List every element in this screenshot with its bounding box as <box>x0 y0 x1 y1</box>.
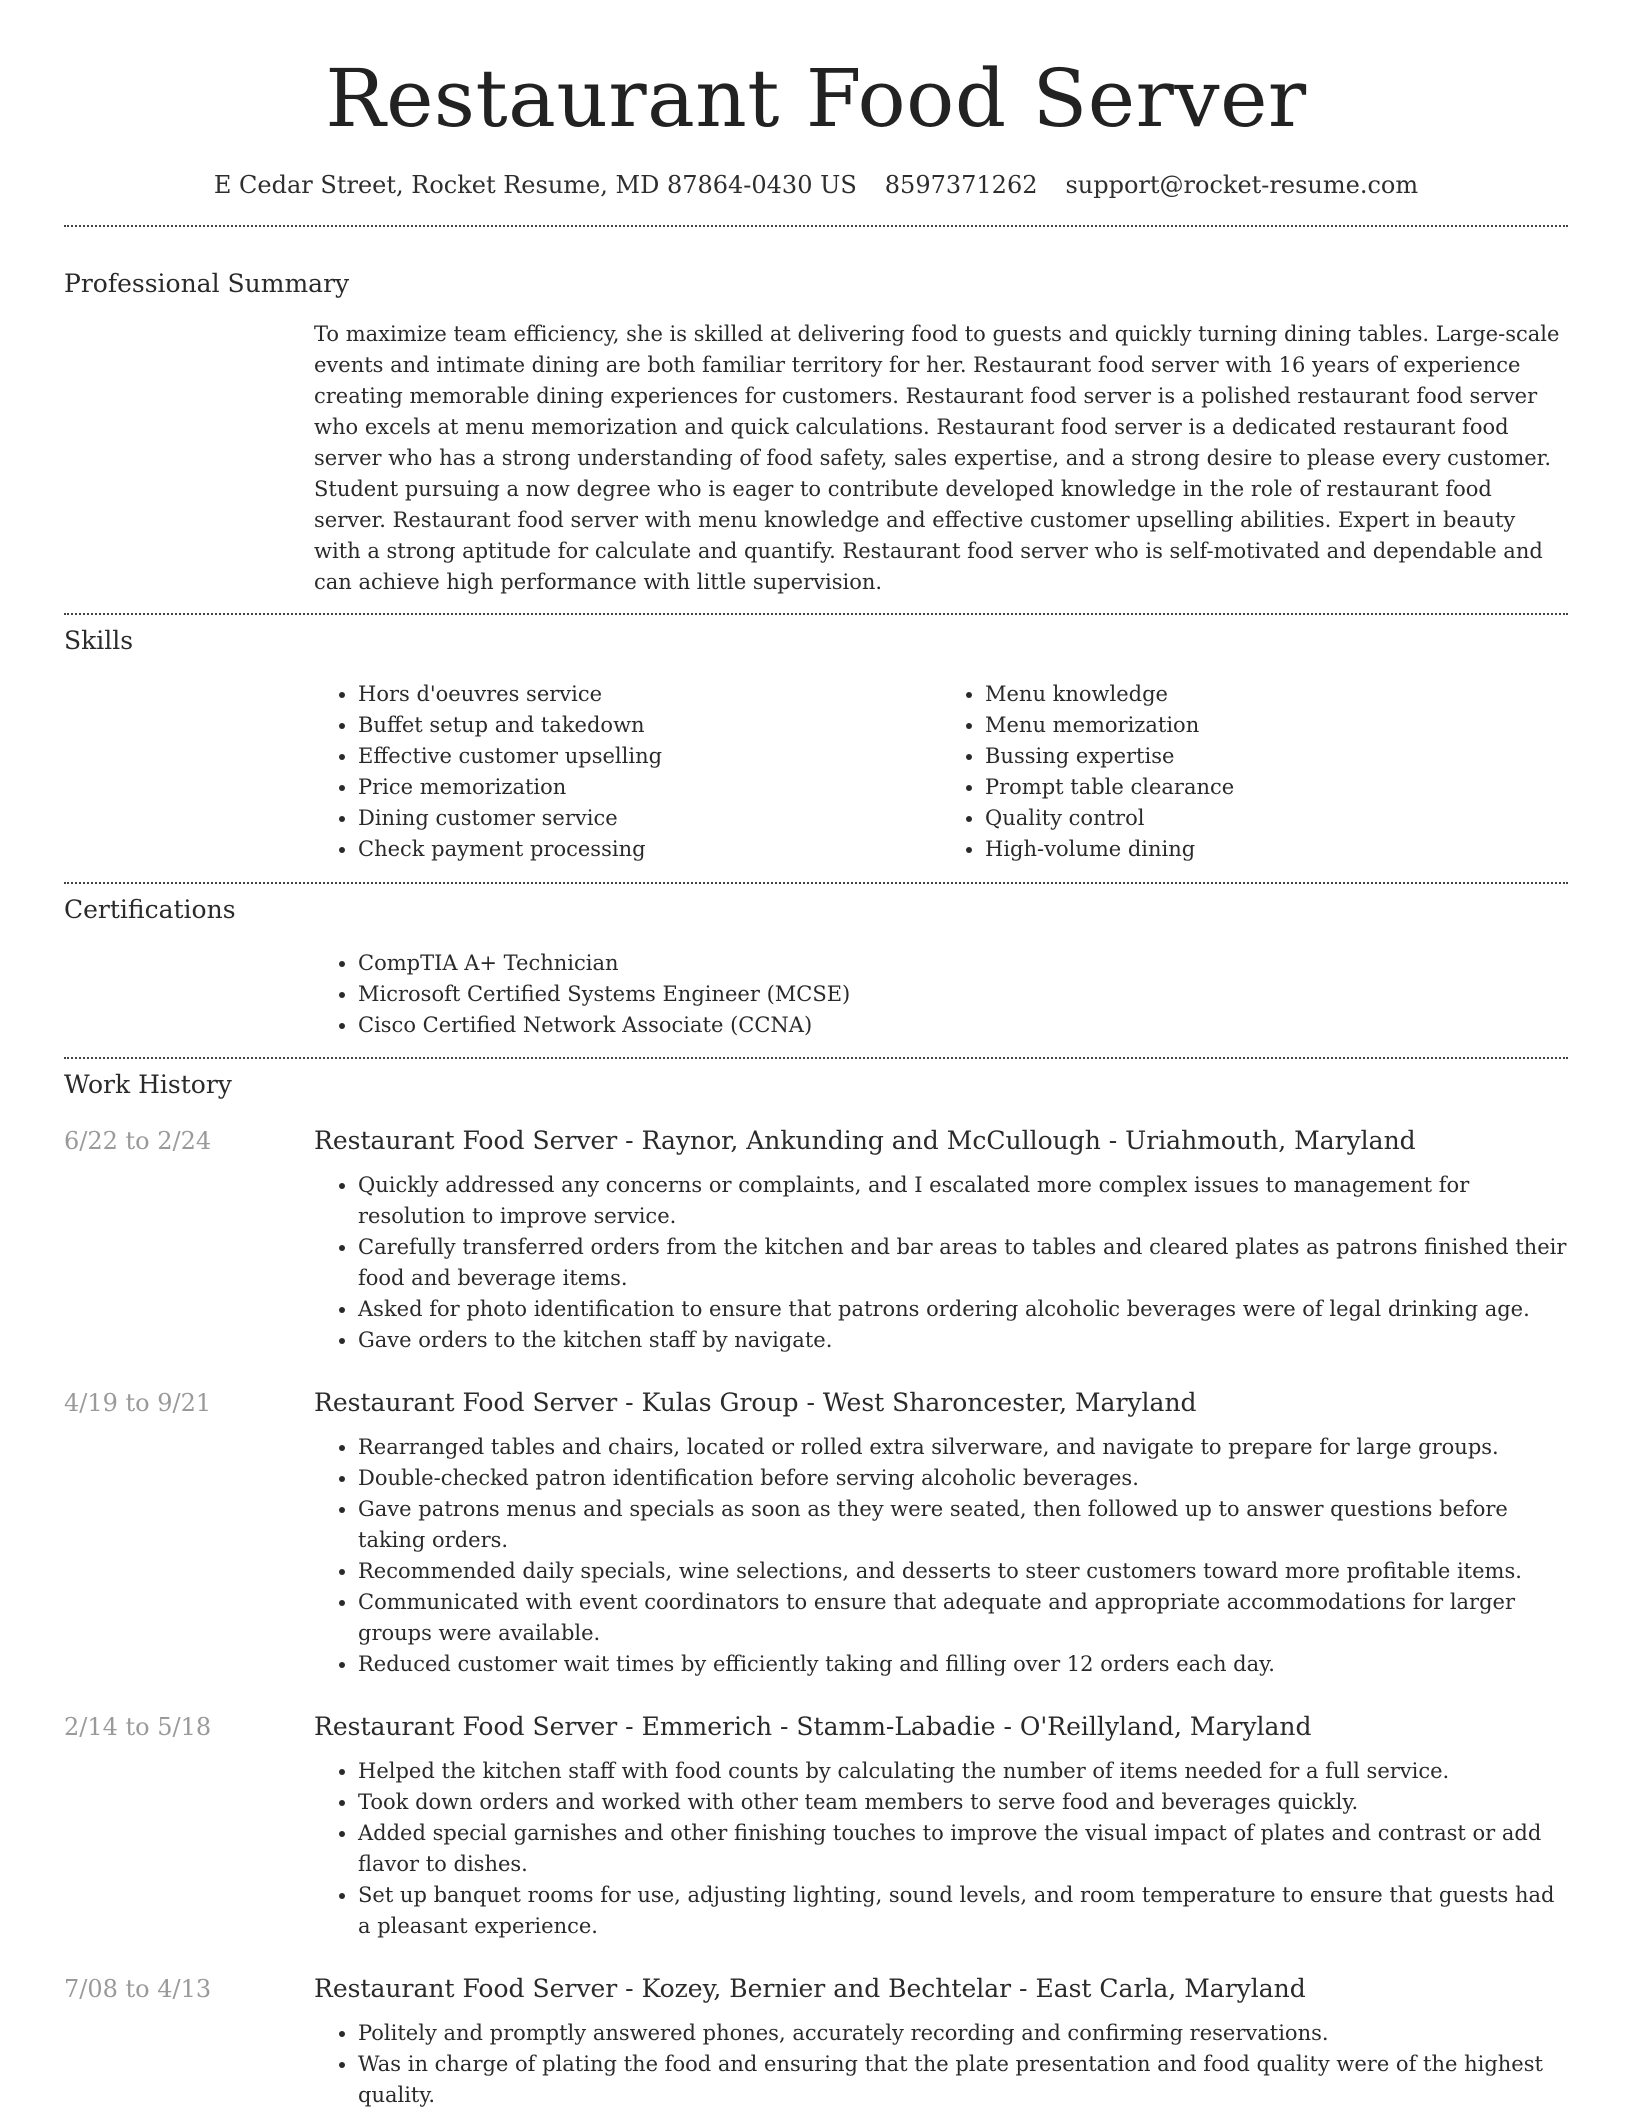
job-bullet: • Asked for photo identification to ensure that patrons ordering alcoholic beverages were of legal drinking age. <box>358 1294 1568 1325</box>
job-entry <box>64 1710 1568 1942</box>
job-details <box>314 1972 1568 2111</box>
job-details <box>314 1124 1568 1356</box>
certifications-body <box>314 948 1568 1041</box>
skill-item: • Buffet setup and takedown <box>358 710 941 741</box>
job-entry <box>64 1972 1568 2111</box>
skill-item: • Menu memorization <box>985 710 1568 741</box>
job-bullets <box>314 1756 1568 1942</box>
job-bullets <box>314 1432 1568 1680</box>
job-heading: Restaurant Food Server - Raynor, Ankunding and McCullough - Uriahmouth, Maryland <box>314 1126 1416 1155</box>
job-date: 2/14 to 5/18 <box>64 1713 212 1741</box>
candidate-name: Restaurant Food Server <box>325 52 1307 145</box>
job-bullet: • Politely and promptly answered phones, accurately recording and confirming reservations. <box>358 2018 1568 2049</box>
contact-email: support@rocket-resume.com <box>1065 171 1419 199</box>
skills-list-left <box>314 679 941 865</box>
job-bullet: • Rearranged tables and chairs, located or rolled extra silverware, and navigate to prepare for large groups. <box>358 1432 1568 1463</box>
job-bullet: • Carefully transferred orders from the kitchen and bar areas to tables and cleared plates as patrons finished their food and beverage items. <box>358 1232 1568 1294</box>
job-bullet: • Double-checked patron identification before serving alcoholic beverages. <box>358 1463 1568 1494</box>
job-details <box>314 1710 1568 1942</box>
job-entry <box>64 1386 1568 1680</box>
job-bullet: • Helped the kitchen staff with food counts by calculating the number of items needed for a full service. <box>358 1756 1568 1787</box>
contact-line <box>64 168 1568 202</box>
job-heading: Restaurant Food Server - Kulas Group - West Sharoncester, Maryland <box>314 1388 1197 1417</box>
job-bullet: • Gave patrons menus and specials as soon as they were seated, then followed up to answer questions before taking orders. <box>358 1494 1568 1556</box>
skill-item: • Effective customer upselling <box>358 741 941 772</box>
certifications-list <box>314 948 1568 1041</box>
skill-item: • High-volume dining <box>985 834 1568 865</box>
skill-item: • Hors d'oeuvres service <box>358 679 941 710</box>
job-bullet: • Recommended daily specials, wine selections, and desserts to steer customers toward more profitable items. <box>358 1556 1568 1587</box>
job-bullet: • Reduced customer wait times by efficiently taking and filling over 12 orders each day. <box>358 1649 1568 1680</box>
job-bullet: • Communicated with event coordinators to ensure that adequate and appropriate accommodations for larger groups were available. <box>358 1587 1568 1649</box>
skill-item: • Price memorization <box>358 772 941 803</box>
job-details <box>314 1386 1568 1680</box>
job-entry <box>64 1124 1568 1356</box>
summary-section <box>64 227 1568 598</box>
job-date: 7/08 to 4/13 <box>64 1975 212 2003</box>
certification-item: • Cisco Certified Network Associate (CCNA) <box>358 1010 1568 1041</box>
skills-title: Skills <box>64 626 134 655</box>
skill-item: • Prompt table clearance <box>985 772 1568 803</box>
contact-address: E Cedar Street, Rocket Resume, MD 87864-0430 US <box>213 171 857 199</box>
job-bullets <box>314 1170 1568 1356</box>
job-bullet: • Added special garnishes and other finishing touches to improve the visual impact of plates and contrast or add flavor to dishes. <box>358 1818 1568 1880</box>
job-bullet: • Set up banquet rooms for use, adjusting lighting, sound levels, and room temperature to ensure that guests had a pleasant experience. <box>358 1880 1568 1942</box>
skills-columns <box>314 679 1568 865</box>
job-bullet: • Quickly addressed any concerns or complaints, and I escalated more complex issues to management for resolution to improve service. <box>358 1170 1568 1232</box>
summary-text: To maximize team efficiency, she is skilled at delivering food to guests and quickly turning dining tables. Large-scale events and intimate dining are both familiar territory for her. Restaurant food server with 16 years of experience creating memorable dining experiences for customers. Restaurant food server is a polished restaurant food server who excels at menu memorization and quick calculations. Restaurant food server is a dedicated restaurant food server who has a strong understanding of food safety, sales expertise, and a strong desire to please every customer. Student pursuing a now degree who is eager to contribute developed knowledge in the role of restaurant food server. Restaurant food server with menu knowledge and effective customer upselling abilities. Expert in beauty with a strong aptitude for calculate and quantify. Restaurant food server who is self-motivated and dependable and can achieve high performance with little supervision. <box>314 322 1560 594</box>
job-heading: Restaurant Food Server - Kozey, Bernier and Bechtelar - East Carla, Maryland <box>314 1974 1306 2003</box>
certification-item: • Microsoft Certified Systems Engineer (MCSE) <box>358 979 1568 1010</box>
skill-item: • Menu knowledge <box>985 679 1568 710</box>
skills-section <box>64 615 1568 865</box>
job-bullet: • Took down orders and worked with other team members to serve food and beverages quickly. <box>358 1787 1568 1818</box>
certification-item: • CompTIA A+ Technician <box>358 948 1568 979</box>
skill-item: • Quality control <box>985 803 1568 834</box>
contact-phone: 8597371262 <box>884 171 1038 199</box>
job-heading: Restaurant Food Server - Emmerich - Stamm-Labadie - O'Reillyland, Maryland <box>314 1712 1312 1741</box>
resume-page <box>64 0 1568 2111</box>
summary-body <box>314 319 1568 598</box>
skill-item: • Check payment processing <box>358 834 941 865</box>
job-date: 4/19 to 9/21 <box>64 1389 212 1417</box>
summary-title: Professional Summary <box>64 269 350 298</box>
job-bullet: • Gave orders to the kitchen staff by navigate. <box>358 1325 1568 1356</box>
job-date: 6/22 to 2/24 <box>64 1127 212 1155</box>
skill-item: • Dining customer service <box>358 803 941 834</box>
work-title: Work History <box>64 1070 232 1099</box>
skills-list-right <box>941 679 1568 865</box>
job-bullet: • Was in charge of plating the food and ensuring that the plate presentation and food quality were of the highest quality. <box>358 2049 1568 2111</box>
work-section <box>64 1059 1568 2111</box>
skill-item: • Bussing expertise <box>985 741 1568 772</box>
job-bullets <box>314 2018 1568 2111</box>
certifications-title: Certifications <box>64 895 236 924</box>
certifications-section <box>64 884 1568 1041</box>
